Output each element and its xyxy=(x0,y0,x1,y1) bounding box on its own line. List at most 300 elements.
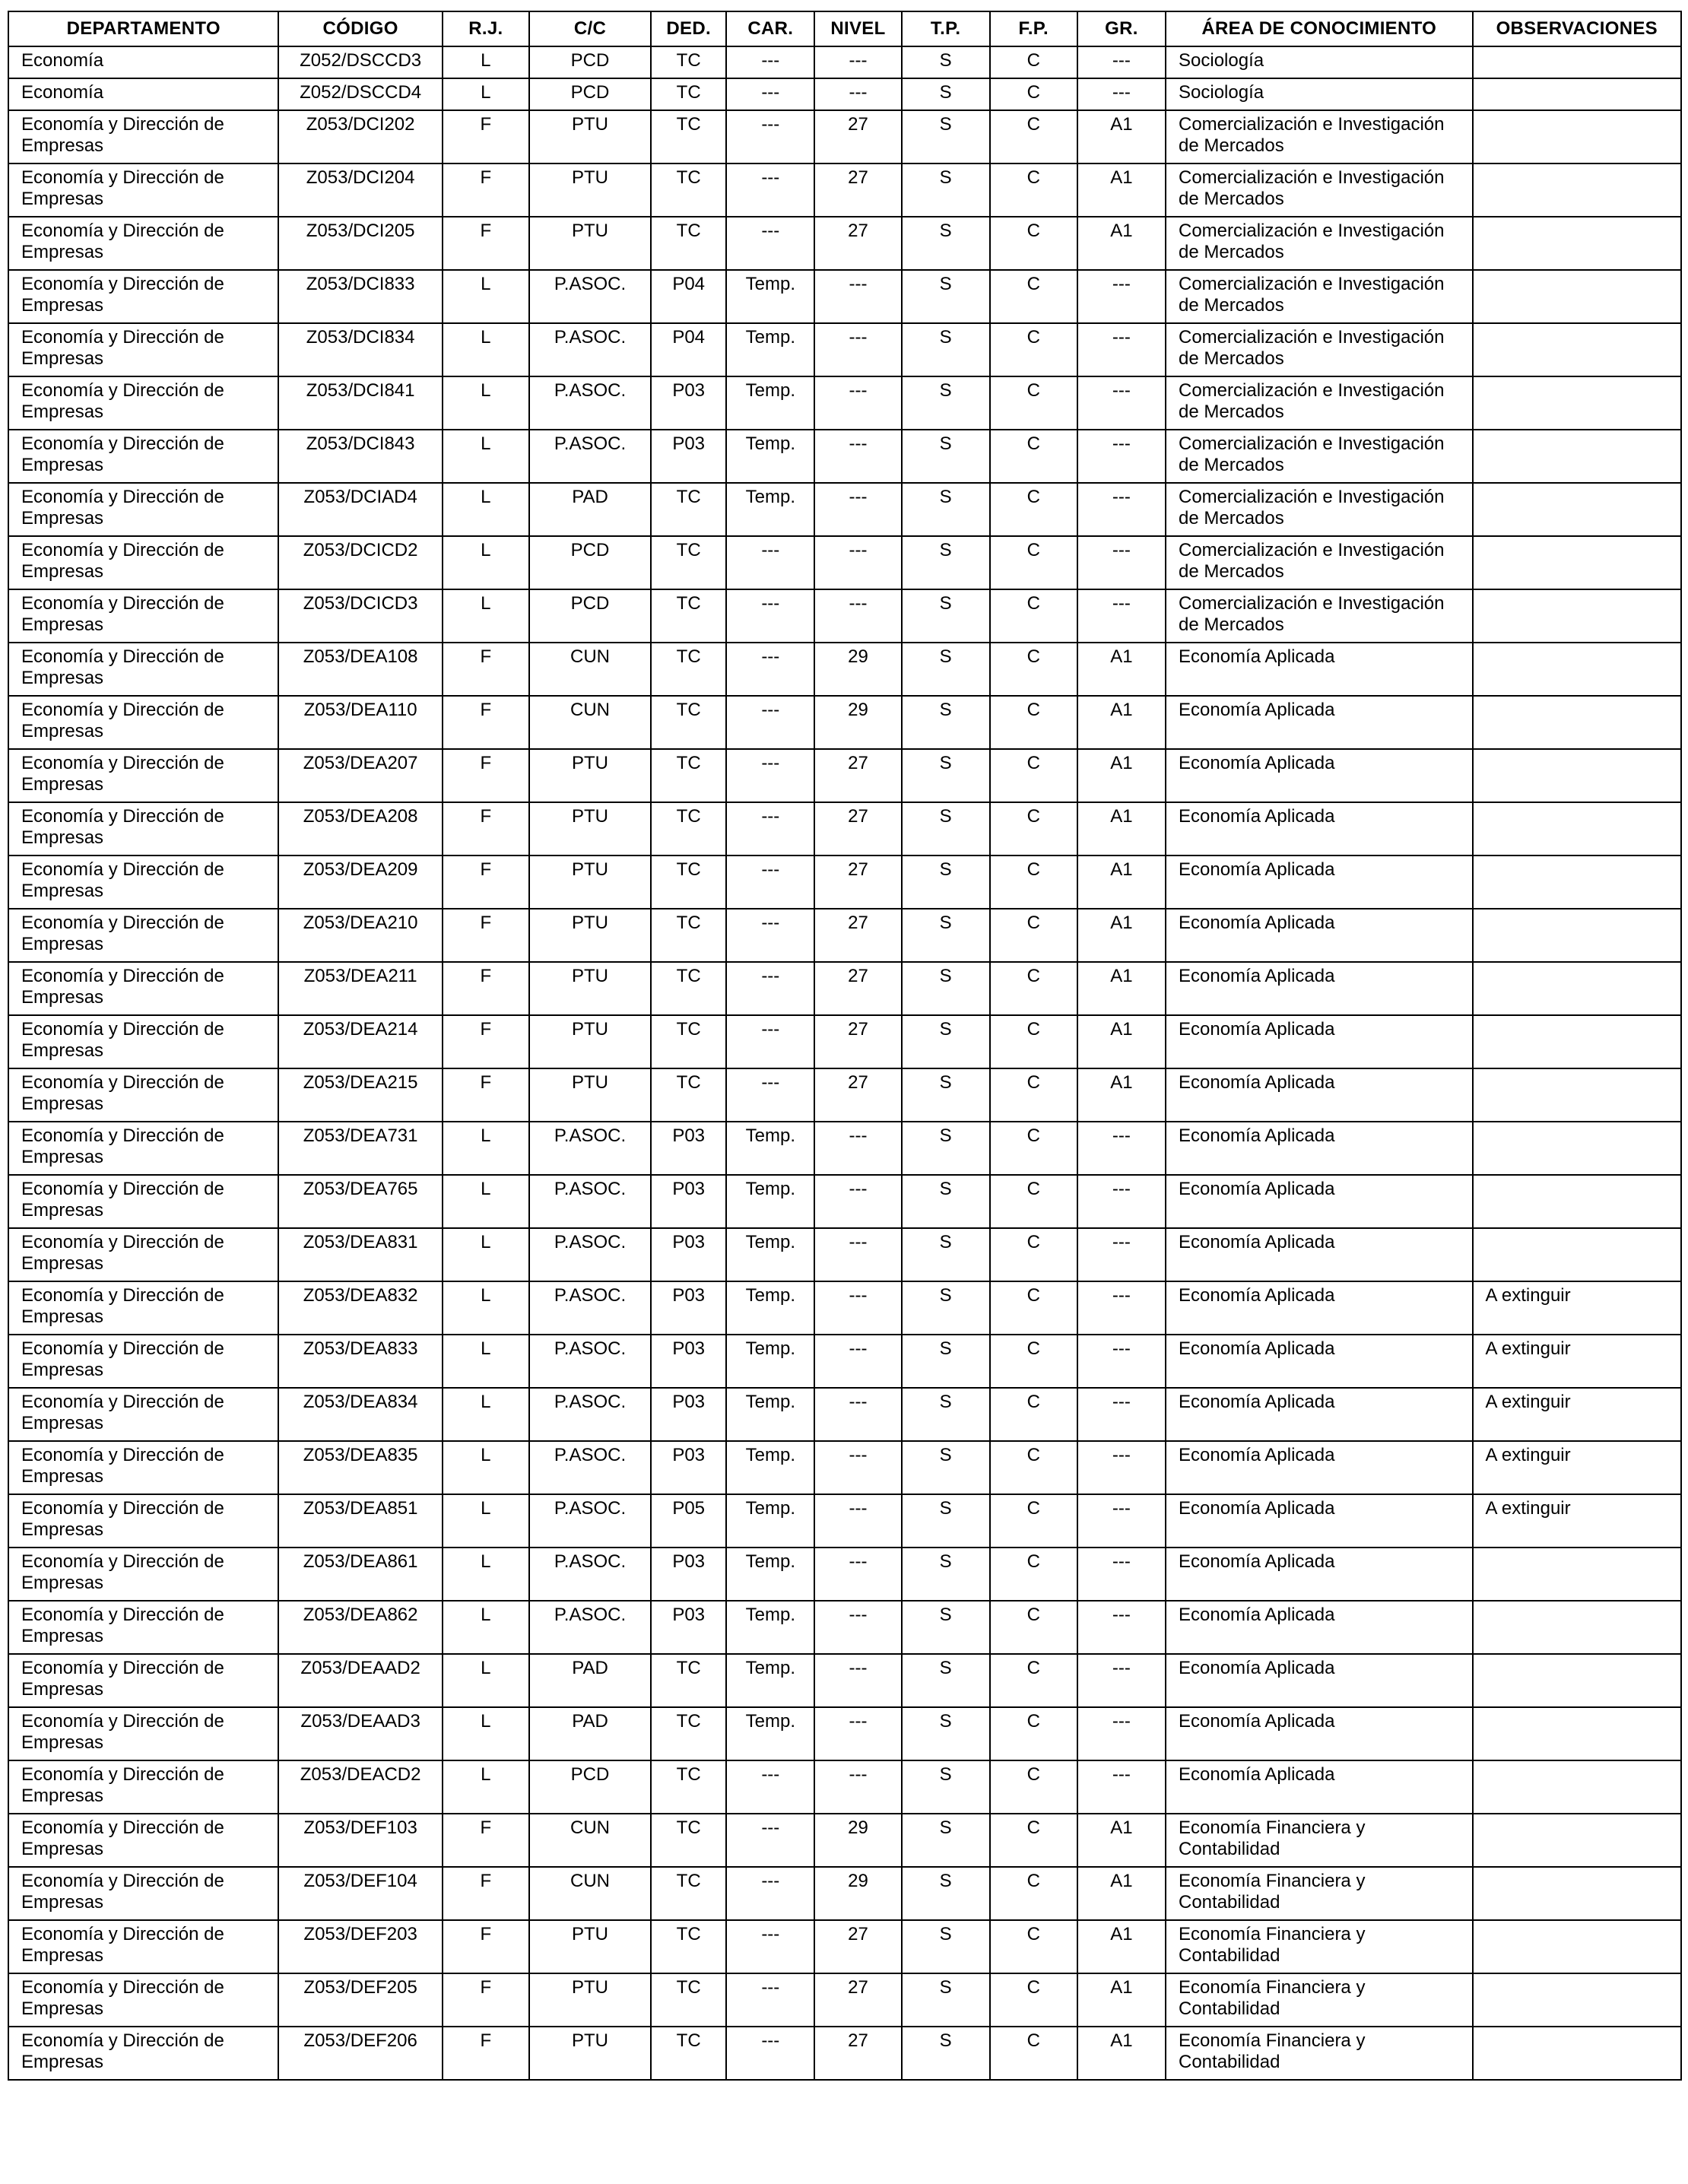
cell-car: --- xyxy=(726,1973,814,2027)
cell-departamento: Economía y Dirección de Empresas xyxy=(8,1601,278,1654)
positions-table xyxy=(8,11,1682,2081)
cell-gr: --- xyxy=(1077,1707,1166,1760)
cell-car: Temp. xyxy=(726,1281,814,1335)
cell-codigo: Z053/DEAAD3 xyxy=(278,1707,442,1760)
cell-codigo: Z052/DSCCD3 xyxy=(278,46,442,78)
cell-codigo: Z053/DEA214 xyxy=(278,1015,442,1068)
table-row xyxy=(8,323,1681,376)
cell-tp: S xyxy=(902,643,990,696)
cell-gr: A1 xyxy=(1077,1867,1166,1920)
table-row xyxy=(8,1867,1681,1920)
cell-ded: P03 xyxy=(651,1281,726,1335)
cell-area: Economía Aplicada xyxy=(1166,1760,1473,1814)
cell-rj: F xyxy=(443,1068,529,1122)
cell-gr: A1 xyxy=(1077,909,1166,962)
cell-area: Comercialización e Investigación de Mercados xyxy=(1166,270,1473,323)
cell-ded: P03 xyxy=(651,1441,726,1494)
cell-gr: --- xyxy=(1077,1494,1166,1548)
cell-observaciones xyxy=(1473,2027,1681,2080)
cell-gr: A1 xyxy=(1077,217,1166,270)
cell-observaciones xyxy=(1473,1654,1681,1707)
cell-rj: L xyxy=(443,270,529,323)
cell-observaciones: A extinguir xyxy=(1473,1281,1681,1335)
cell-fp: C xyxy=(990,1068,1077,1122)
cell-cc: PTU xyxy=(529,110,651,163)
cell-observaciones xyxy=(1473,1867,1681,1920)
cell-nivel: --- xyxy=(814,376,901,430)
cell-car: Temp. xyxy=(726,1122,814,1175)
cell-tp: S xyxy=(902,1601,990,1654)
cell-area: Economía Financiera y Contabilidad xyxy=(1166,1973,1473,2027)
cell-tp: S xyxy=(902,1122,990,1175)
cell-ded: P03 xyxy=(651,1548,726,1601)
cell-car: --- xyxy=(726,1068,814,1122)
cell-fp: C xyxy=(990,589,1077,643)
cell-area: Economía Aplicada xyxy=(1166,1068,1473,1122)
cell-cc: PAD xyxy=(529,1707,651,1760)
cell-area: Economía Aplicada xyxy=(1166,1122,1473,1175)
header-observaciones: OBSERVACIONES xyxy=(1473,11,1681,46)
cell-rj: F xyxy=(443,1814,529,1867)
cell-nivel: 29 xyxy=(814,1814,901,1867)
cell-departamento: Economía y Dirección de Empresas xyxy=(8,323,278,376)
cell-codigo: Z053/DCI843 xyxy=(278,430,442,483)
cell-observaciones xyxy=(1473,323,1681,376)
cell-area: Economía Aplicada xyxy=(1166,1494,1473,1548)
cell-ded: P03 xyxy=(651,1388,726,1441)
cell-departamento: Economía y Dirección de Empresas xyxy=(8,589,278,643)
cell-cc: P.ASOC. xyxy=(529,1335,651,1388)
cell-gr: --- xyxy=(1077,78,1166,110)
cell-tp: S xyxy=(902,749,990,802)
cell-rj: L xyxy=(443,1388,529,1441)
cell-rj: L xyxy=(443,1548,529,1601)
cell-rj: L xyxy=(443,1228,529,1281)
cell-gr: --- xyxy=(1077,1388,1166,1441)
cell-car: --- xyxy=(726,643,814,696)
header-car: CAR. xyxy=(726,11,814,46)
cell-area: Economía Aplicada xyxy=(1166,962,1473,1015)
cell-nivel: 29 xyxy=(814,643,901,696)
cell-fp: C xyxy=(990,217,1077,270)
table-row xyxy=(8,46,1681,78)
cell-ded: P03 xyxy=(651,1122,726,1175)
cell-codigo: Z053/DEA208 xyxy=(278,802,442,856)
cell-area: Economía Aplicada xyxy=(1166,696,1473,749)
cell-tp: S xyxy=(902,856,990,909)
table-body xyxy=(8,46,1681,2080)
cell-car: --- xyxy=(726,217,814,270)
cell-car: --- xyxy=(726,802,814,856)
cell-departamento: Economía y Dirección de Empresas xyxy=(8,909,278,962)
cell-observaciones xyxy=(1473,430,1681,483)
cell-nivel: --- xyxy=(814,1601,901,1654)
cell-departamento: Economía y Dirección de Empresas xyxy=(8,270,278,323)
cell-tp: S xyxy=(902,483,990,536)
table-row xyxy=(8,483,1681,536)
cell-gr: --- xyxy=(1077,1335,1166,1388)
cell-fp: C xyxy=(990,483,1077,536)
cell-tp: S xyxy=(902,163,990,217)
cell-car: Temp. xyxy=(726,1175,814,1228)
cell-rj: F xyxy=(443,1867,529,1920)
cell-codigo: Z053/DEA210 xyxy=(278,909,442,962)
cell-departamento: Economía y Dirección de Empresas xyxy=(8,536,278,589)
cell-tp: S xyxy=(902,1281,990,1335)
header-departamento: DEPARTAMENTO xyxy=(8,11,278,46)
cell-fp: C xyxy=(990,1760,1077,1814)
cell-rj: L xyxy=(443,430,529,483)
cell-cc: PCD xyxy=(529,589,651,643)
cell-nivel: 29 xyxy=(814,696,901,749)
cell-ded: TC xyxy=(651,1654,726,1707)
cell-area: Economía Aplicada xyxy=(1166,1335,1473,1388)
table-row xyxy=(8,2027,1681,2080)
cell-car: Temp. xyxy=(726,1707,814,1760)
cell-cc: P.ASOC. xyxy=(529,1228,651,1281)
cell-rj: F xyxy=(443,962,529,1015)
header-fp: F.P. xyxy=(990,11,1077,46)
cell-cc: PTU xyxy=(529,962,651,1015)
cell-car: --- xyxy=(726,110,814,163)
cell-ded: P04 xyxy=(651,323,726,376)
cell-tp: S xyxy=(902,1973,990,2027)
cell-gr: A1 xyxy=(1077,696,1166,749)
cell-nivel: --- xyxy=(814,589,901,643)
cell-cc: PCD xyxy=(529,46,651,78)
cell-departamento: Economía y Dirección de Empresas xyxy=(8,749,278,802)
cell-area: Economía Aplicada xyxy=(1166,856,1473,909)
cell-observaciones xyxy=(1473,1707,1681,1760)
cell-observaciones xyxy=(1473,163,1681,217)
cell-rj: L xyxy=(443,1601,529,1654)
cell-ded: P05 xyxy=(651,1494,726,1548)
table-row xyxy=(8,1015,1681,1068)
cell-ded: TC xyxy=(651,1867,726,1920)
cell-area: Economía Aplicada xyxy=(1166,749,1473,802)
cell-ded: P03 xyxy=(651,1335,726,1388)
cell-nivel: --- xyxy=(814,1228,901,1281)
cell-departamento: Economía y Dirección de Empresas xyxy=(8,430,278,483)
cell-rj: F xyxy=(443,1015,529,1068)
cell-fp: C xyxy=(990,1654,1077,1707)
cell-departamento: Economía y Dirección de Empresas xyxy=(8,1494,278,1548)
cell-observaciones xyxy=(1473,1122,1681,1175)
cell-tp: S xyxy=(902,1335,990,1388)
table-row xyxy=(8,1122,1681,1175)
cell-codigo: Z053/DEA851 xyxy=(278,1494,442,1548)
cell-fp: C xyxy=(990,1441,1077,1494)
cell-codigo: Z053/DEA215 xyxy=(278,1068,442,1122)
cell-fp: C xyxy=(990,1015,1077,1068)
cell-fp: C xyxy=(990,2027,1077,2080)
cell-ded: P03 xyxy=(651,376,726,430)
cell-codigo: Z053/DEA832 xyxy=(278,1281,442,1335)
cell-gr: --- xyxy=(1077,1548,1166,1601)
cell-departamento: Economía xyxy=(8,46,278,78)
cell-nivel: --- xyxy=(814,1760,901,1814)
cell-area: Economía Aplicada xyxy=(1166,1441,1473,1494)
table-row xyxy=(8,962,1681,1015)
cell-car: --- xyxy=(726,1814,814,1867)
cell-observaciones xyxy=(1473,962,1681,1015)
cell-rj: F xyxy=(443,163,529,217)
cell-observaciones xyxy=(1473,909,1681,962)
cell-departamento: Economía y Dirección de Empresas xyxy=(8,1281,278,1335)
cell-nivel: --- xyxy=(814,1388,901,1441)
cell-fp: C xyxy=(990,1175,1077,1228)
cell-car: Temp. xyxy=(726,1228,814,1281)
table-row xyxy=(8,536,1681,589)
cell-area: Economía Financiera y Contabilidad xyxy=(1166,2027,1473,2080)
cell-codigo: Z053/DEF203 xyxy=(278,1920,442,1973)
cell-tp: S xyxy=(902,46,990,78)
cell-observaciones xyxy=(1473,110,1681,163)
cell-fp: C xyxy=(990,1281,1077,1335)
cell-gr: A1 xyxy=(1077,802,1166,856)
cell-observaciones xyxy=(1473,536,1681,589)
cell-codigo: Z053/DEA862 xyxy=(278,1601,442,1654)
cell-ded: TC xyxy=(651,962,726,1015)
cell-departamento: Economía y Dirección de Empresas xyxy=(8,1015,278,1068)
cell-gr: A1 xyxy=(1077,110,1166,163)
cell-ded: TC xyxy=(651,163,726,217)
cell-ded: TC xyxy=(651,1973,726,2027)
cell-codigo: Z053/DCIAD4 xyxy=(278,483,442,536)
cell-gr: --- xyxy=(1077,1654,1166,1707)
cell-rj: L xyxy=(443,46,529,78)
cell-observaciones xyxy=(1473,1068,1681,1122)
cell-cc: PTU xyxy=(529,1068,651,1122)
cell-ded: TC xyxy=(651,696,726,749)
cell-cc: P.ASOC. xyxy=(529,1281,651,1335)
cell-observaciones xyxy=(1473,46,1681,78)
cell-cc: P.ASOC. xyxy=(529,1494,651,1548)
cell-car: --- xyxy=(726,46,814,78)
cell-car: Temp. xyxy=(726,270,814,323)
cell-departamento: Economía y Dirección de Empresas xyxy=(8,856,278,909)
table-row xyxy=(8,1920,1681,1973)
cell-nivel: --- xyxy=(814,1335,901,1388)
table-row xyxy=(8,643,1681,696)
cell-area: Economía Aplicada xyxy=(1166,1388,1473,1441)
cell-observaciones xyxy=(1473,856,1681,909)
cell-area: Comercialización e Investigación de Mercados xyxy=(1166,217,1473,270)
cell-area: Economía Financiera y Contabilidad xyxy=(1166,1867,1473,1920)
cell-departamento: Economía y Dirección de Empresas xyxy=(8,483,278,536)
cell-observaciones: A extinguir xyxy=(1473,1441,1681,1494)
cell-car: --- xyxy=(726,749,814,802)
cell-observaciones xyxy=(1473,78,1681,110)
table-row xyxy=(8,802,1681,856)
cell-area: Economía Aplicada xyxy=(1166,1601,1473,1654)
cell-tp: S xyxy=(902,376,990,430)
cell-tp: S xyxy=(902,110,990,163)
cell-gr: A1 xyxy=(1077,856,1166,909)
cell-rj: F xyxy=(443,1920,529,1973)
cell-tp: S xyxy=(902,1388,990,1441)
cell-observaciones: A extinguir xyxy=(1473,1388,1681,1441)
cell-rj: L xyxy=(443,1281,529,1335)
cell-nivel: 27 xyxy=(814,749,901,802)
cell-codigo: Z053/DEF205 xyxy=(278,1973,442,2027)
cell-rj: F xyxy=(443,696,529,749)
cell-tp: S xyxy=(902,270,990,323)
cell-car: --- xyxy=(726,909,814,962)
cell-observaciones xyxy=(1473,749,1681,802)
cell-departamento: Economía y Dirección de Empresas xyxy=(8,1441,278,1494)
cell-fp: C xyxy=(990,1122,1077,1175)
cell-car: Temp. xyxy=(726,1441,814,1494)
cell-nivel: 27 xyxy=(814,962,901,1015)
cell-ded: TC xyxy=(651,1015,726,1068)
cell-gr: A1 xyxy=(1077,1068,1166,1122)
cell-ded: TC xyxy=(651,589,726,643)
cell-cc: P.ASOC. xyxy=(529,430,651,483)
cell-codigo: Z053/DCI834 xyxy=(278,323,442,376)
cell-cc: PCD xyxy=(529,1760,651,1814)
cell-rj: F xyxy=(443,2027,529,2080)
cell-departamento: Economía y Dirección de Empresas xyxy=(8,1388,278,1441)
cell-rj: L xyxy=(443,1175,529,1228)
cell-tp: S xyxy=(902,1228,990,1281)
cell-car: --- xyxy=(726,696,814,749)
header-area: ÁREA DE CONOCIMIENTO xyxy=(1166,11,1473,46)
cell-departamento: Economía y Dirección de Empresas xyxy=(8,643,278,696)
cell-ded: TC xyxy=(651,1814,726,1867)
cell-departamento: Economía y Dirección de Empresas xyxy=(8,1814,278,1867)
table-row xyxy=(8,1494,1681,1548)
cell-departamento: Economía xyxy=(8,78,278,110)
cell-nivel: --- xyxy=(814,1122,901,1175)
cell-car: Temp. xyxy=(726,1548,814,1601)
cell-codigo: Z053/DEA765 xyxy=(278,1175,442,1228)
cell-nivel: --- xyxy=(814,1281,901,1335)
cell-codigo: Z053/DCI841 xyxy=(278,376,442,430)
cell-fp: C xyxy=(990,1494,1077,1548)
cell-car: --- xyxy=(726,589,814,643)
cell-nivel: 27 xyxy=(814,1068,901,1122)
cell-observaciones xyxy=(1473,589,1681,643)
cell-departamento: Economía y Dirección de Empresas xyxy=(8,1228,278,1281)
cell-nivel: 27 xyxy=(814,110,901,163)
cell-departamento: Economía y Dirección de Empresas xyxy=(8,2027,278,2080)
cell-ded: TC xyxy=(651,1760,726,1814)
cell-fp: C xyxy=(990,376,1077,430)
cell-car: Temp. xyxy=(726,430,814,483)
cell-fp: C xyxy=(990,46,1077,78)
cell-cc: PTU xyxy=(529,802,651,856)
cell-gr: --- xyxy=(1077,589,1166,643)
cell-codigo: Z053/DEA211 xyxy=(278,962,442,1015)
cell-cc: P.ASOC. xyxy=(529,323,651,376)
cell-cc: P.ASOC. xyxy=(529,270,651,323)
cell-area: Sociología xyxy=(1166,78,1473,110)
cell-codigo: Z053/DEA209 xyxy=(278,856,442,909)
cell-tp: S xyxy=(902,2027,990,2080)
cell-codigo: Z053/DCI205 xyxy=(278,217,442,270)
cell-car: --- xyxy=(726,1920,814,1973)
table-row xyxy=(8,1548,1681,1601)
cell-area: Economía Financiera y Contabilidad xyxy=(1166,1920,1473,1973)
cell-codigo: Z053/DEA108 xyxy=(278,643,442,696)
table-row xyxy=(8,376,1681,430)
cell-car: --- xyxy=(726,2027,814,2080)
cell-cc: PTU xyxy=(529,163,651,217)
cell-tp: S xyxy=(902,1760,990,1814)
cell-gr: --- xyxy=(1077,323,1166,376)
cell-observaciones xyxy=(1473,1548,1681,1601)
cell-cc: PTU xyxy=(529,217,651,270)
cell-car: Temp. xyxy=(726,1494,814,1548)
header-codigo: CÓDIGO xyxy=(278,11,442,46)
cell-tp: S xyxy=(902,589,990,643)
cell-fp: C xyxy=(990,323,1077,376)
cell-observaciones xyxy=(1473,217,1681,270)
cell-ded: P04 xyxy=(651,270,726,323)
cell-observaciones xyxy=(1473,1973,1681,2027)
table-row xyxy=(8,909,1681,962)
cell-tp: S xyxy=(902,1814,990,1867)
cell-nivel: --- xyxy=(814,1494,901,1548)
cell-nivel: --- xyxy=(814,1707,901,1760)
cell-nivel: 29 xyxy=(814,1867,901,1920)
cell-rj: L xyxy=(443,1707,529,1760)
cell-cc: PCD xyxy=(529,536,651,589)
cell-tp: S xyxy=(902,1494,990,1548)
cell-tp: S xyxy=(902,1441,990,1494)
cell-rj: L xyxy=(443,1335,529,1388)
cell-gr: A1 xyxy=(1077,749,1166,802)
cell-departamento: Economía y Dirección de Empresas xyxy=(8,376,278,430)
cell-gr: --- xyxy=(1077,46,1166,78)
table-row xyxy=(8,1335,1681,1388)
cell-rj: F xyxy=(443,217,529,270)
cell-observaciones xyxy=(1473,1760,1681,1814)
header-gr: GR. xyxy=(1077,11,1166,46)
cell-departamento: Economía y Dirección de Empresas xyxy=(8,802,278,856)
cell-gr: --- xyxy=(1077,430,1166,483)
cell-nivel: --- xyxy=(814,1441,901,1494)
cell-departamento: Economía y Dirección de Empresas xyxy=(8,1707,278,1760)
cell-departamento: Economía y Dirección de Empresas xyxy=(8,163,278,217)
cell-cc: PTU xyxy=(529,856,651,909)
cell-tp: S xyxy=(902,1175,990,1228)
cell-cc: PAD xyxy=(529,483,651,536)
cell-area: Comercialización e Investigación de Mercados xyxy=(1166,163,1473,217)
cell-nivel: 27 xyxy=(814,1973,901,2027)
cell-nivel: --- xyxy=(814,270,901,323)
cell-codigo: Z053/DEA835 xyxy=(278,1441,442,1494)
cell-area: Comercialización e Investigación de Mercados xyxy=(1166,323,1473,376)
table-row xyxy=(8,1760,1681,1814)
cell-gr: A1 xyxy=(1077,643,1166,696)
cell-fp: C xyxy=(990,1973,1077,2027)
header-rj: R.J. xyxy=(443,11,529,46)
cell-observaciones xyxy=(1473,696,1681,749)
cell-ded: P03 xyxy=(651,1175,726,1228)
header-cc: C/C xyxy=(529,11,651,46)
cell-fp: C xyxy=(990,1228,1077,1281)
cell-ded: TC xyxy=(651,2027,726,2080)
cell-gr: --- xyxy=(1077,1281,1166,1335)
cell-fp: C xyxy=(990,1867,1077,1920)
cell-ded: TC xyxy=(651,483,726,536)
cell-gr: --- xyxy=(1077,536,1166,589)
cell-car: Temp. xyxy=(726,323,814,376)
table-row xyxy=(8,1388,1681,1441)
cell-car: --- xyxy=(726,1015,814,1068)
